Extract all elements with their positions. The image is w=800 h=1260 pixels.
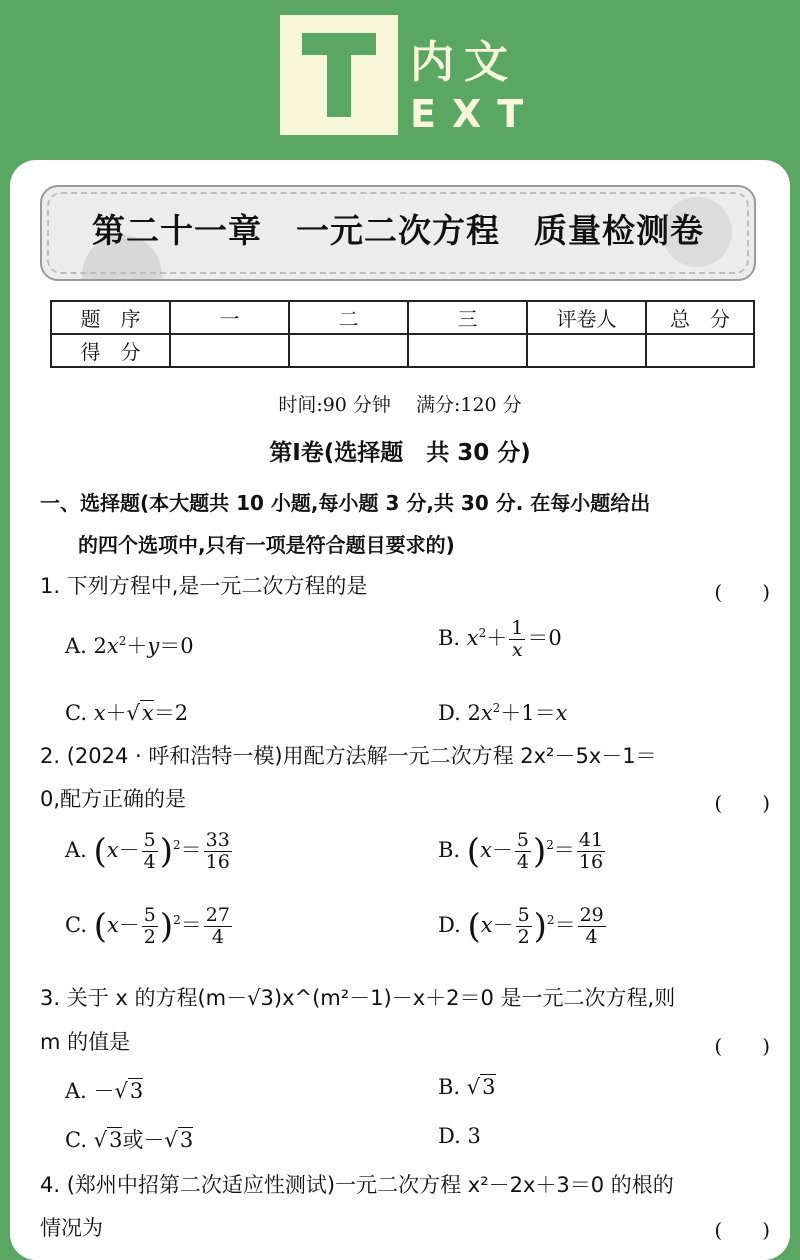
q3-option-a[interactable]: A. －√3 bbox=[65, 1079, 144, 1103]
option-label: D. bbox=[438, 701, 461, 725]
option-label: C. bbox=[65, 701, 87, 725]
page-title: 第二十一章 一元二次方程 质量检测卷 bbox=[92, 211, 704, 250]
table-row bbox=[51, 334, 754, 367]
q1-option-d[interactable]: D. $2x^2+1=x$ bbox=[438, 701, 568, 725]
q3-option-b[interactable]: B. √3 bbox=[438, 1075, 496, 1099]
option-label: A. bbox=[65, 634, 87, 658]
exam-time-score: 时间:90 分钟 满分:120 分 bbox=[278, 394, 522, 416]
table-cell: 二 bbox=[289, 301, 408, 334]
section-instruction-line2: 的四个选项中,只有一项是符合题目要求的) bbox=[78, 533, 455, 557]
q3-option-d[interactable]: D. 3 bbox=[438, 1124, 481, 1148]
q1-option-b[interactable]: B. $x^2+$ $\frac{1}{x}$ ＝0 bbox=[438, 617, 562, 661]
logo-letter-t-stem bbox=[327, 33, 351, 117]
score-input-cell[interactable] bbox=[646, 334, 754, 367]
q1-option-a[interactable]: A. $2x^2+y=0$ bbox=[65, 634, 194, 658]
option-label: D. bbox=[438, 1124, 461, 1148]
question-1-stem: 1. 下列方程中,是一元二次方程的是 bbox=[40, 574, 368, 598]
answer-paren[interactable]: ( ) bbox=[714, 791, 770, 815]
question-2-line2: 0,配方正确的是 bbox=[40, 787, 187, 811]
header-title-cn: 内文 bbox=[410, 37, 518, 88]
q2-option-d[interactable]: D. (x－ $\frac{5}{2}$ )$^2$＝ $\frac{29}{4}$ bbox=[438, 904, 604, 948]
or-word: 或 bbox=[122, 1128, 144, 1152]
option-label: B. bbox=[438, 838, 461, 862]
table-row bbox=[51, 301, 754, 334]
question-4-line2: 情况为 bbox=[40, 1216, 103, 1240]
question-3-line2: m 的值是 bbox=[40, 1030, 131, 1054]
q2-option-a[interactable]: A. (x－ $\frac{5}{4}$ )$^2$＝ $\frac{33}{16}$ bbox=[65, 829, 230, 873]
question-2-line1: 2. (2024 · 呼和浩特一模)用配方法解一元二次方程 2x²－5x－1＝ bbox=[40, 744, 657, 768]
q2-option-b[interactable]: B. (x－ $\frac{5}{4}$ )$^2$＝ $\frac{41}{16}$ bbox=[438, 829, 604, 873]
q3-option-c[interactable]: C. √3或－√3 bbox=[65, 1128, 194, 1152]
table-cell: 三 bbox=[408, 301, 527, 334]
score-input-cell[interactable] bbox=[289, 334, 408, 367]
option-label: B. bbox=[438, 1075, 461, 1099]
document-card bbox=[10, 160, 790, 1260]
answer-paren[interactable]: ( ) bbox=[714, 580, 770, 604]
title-banner bbox=[40, 185, 756, 281]
option-label: C. bbox=[65, 913, 87, 937]
question-3-line1: 3. 关于 x 的方程(m－√3)x^(m²－1)－x＋2＝0 是一元二次方程,则 bbox=[40, 986, 676, 1010]
volume-heading: 第Ⅰ卷(选择题 共 30 分) bbox=[269, 440, 531, 466]
score-table bbox=[50, 300, 755, 368]
table-cell: 一 bbox=[170, 301, 289, 334]
header-title-en: EXT bbox=[410, 92, 540, 136]
header-logo-box bbox=[280, 15, 398, 135]
table-cell: 得 分 bbox=[51, 334, 170, 367]
table-cell: 总 分 bbox=[646, 301, 754, 334]
q2-option-c[interactable]: C. (x－ $\frac{5}{2}$ )$^2$＝ $\frac{27}{4}$ bbox=[65, 904, 230, 948]
table-cell: 题 序 bbox=[51, 301, 170, 334]
table-cell: 评卷人 bbox=[527, 301, 646, 334]
question-4-line1: 4. (郑州中招第二次适应性测试)一元二次方程 x²－2x＋3＝0 的根的 bbox=[40, 1173, 674, 1197]
answer-paren[interactable]: ( ) bbox=[714, 1218, 770, 1242]
section-instruction-line1: 一、选择题(本大题共 10 小题,每小题 3 分,共 30 分. 在每小题给出 bbox=[40, 491, 651, 515]
score-input-cell[interactable] bbox=[527, 334, 646, 367]
option-label: A. bbox=[65, 838, 87, 862]
score-input-cell[interactable] bbox=[408, 334, 527, 367]
score-input-cell[interactable] bbox=[170, 334, 289, 367]
option-label: C. bbox=[65, 1128, 87, 1152]
q1-option-c[interactable]: C. x＋√x＝2 bbox=[65, 701, 189, 725]
option-label: B. bbox=[438, 626, 461, 650]
option-label: A. bbox=[65, 1079, 87, 1103]
answer-paren[interactable]: ( ) bbox=[714, 1034, 770, 1058]
option-label: D. bbox=[438, 913, 461, 937]
